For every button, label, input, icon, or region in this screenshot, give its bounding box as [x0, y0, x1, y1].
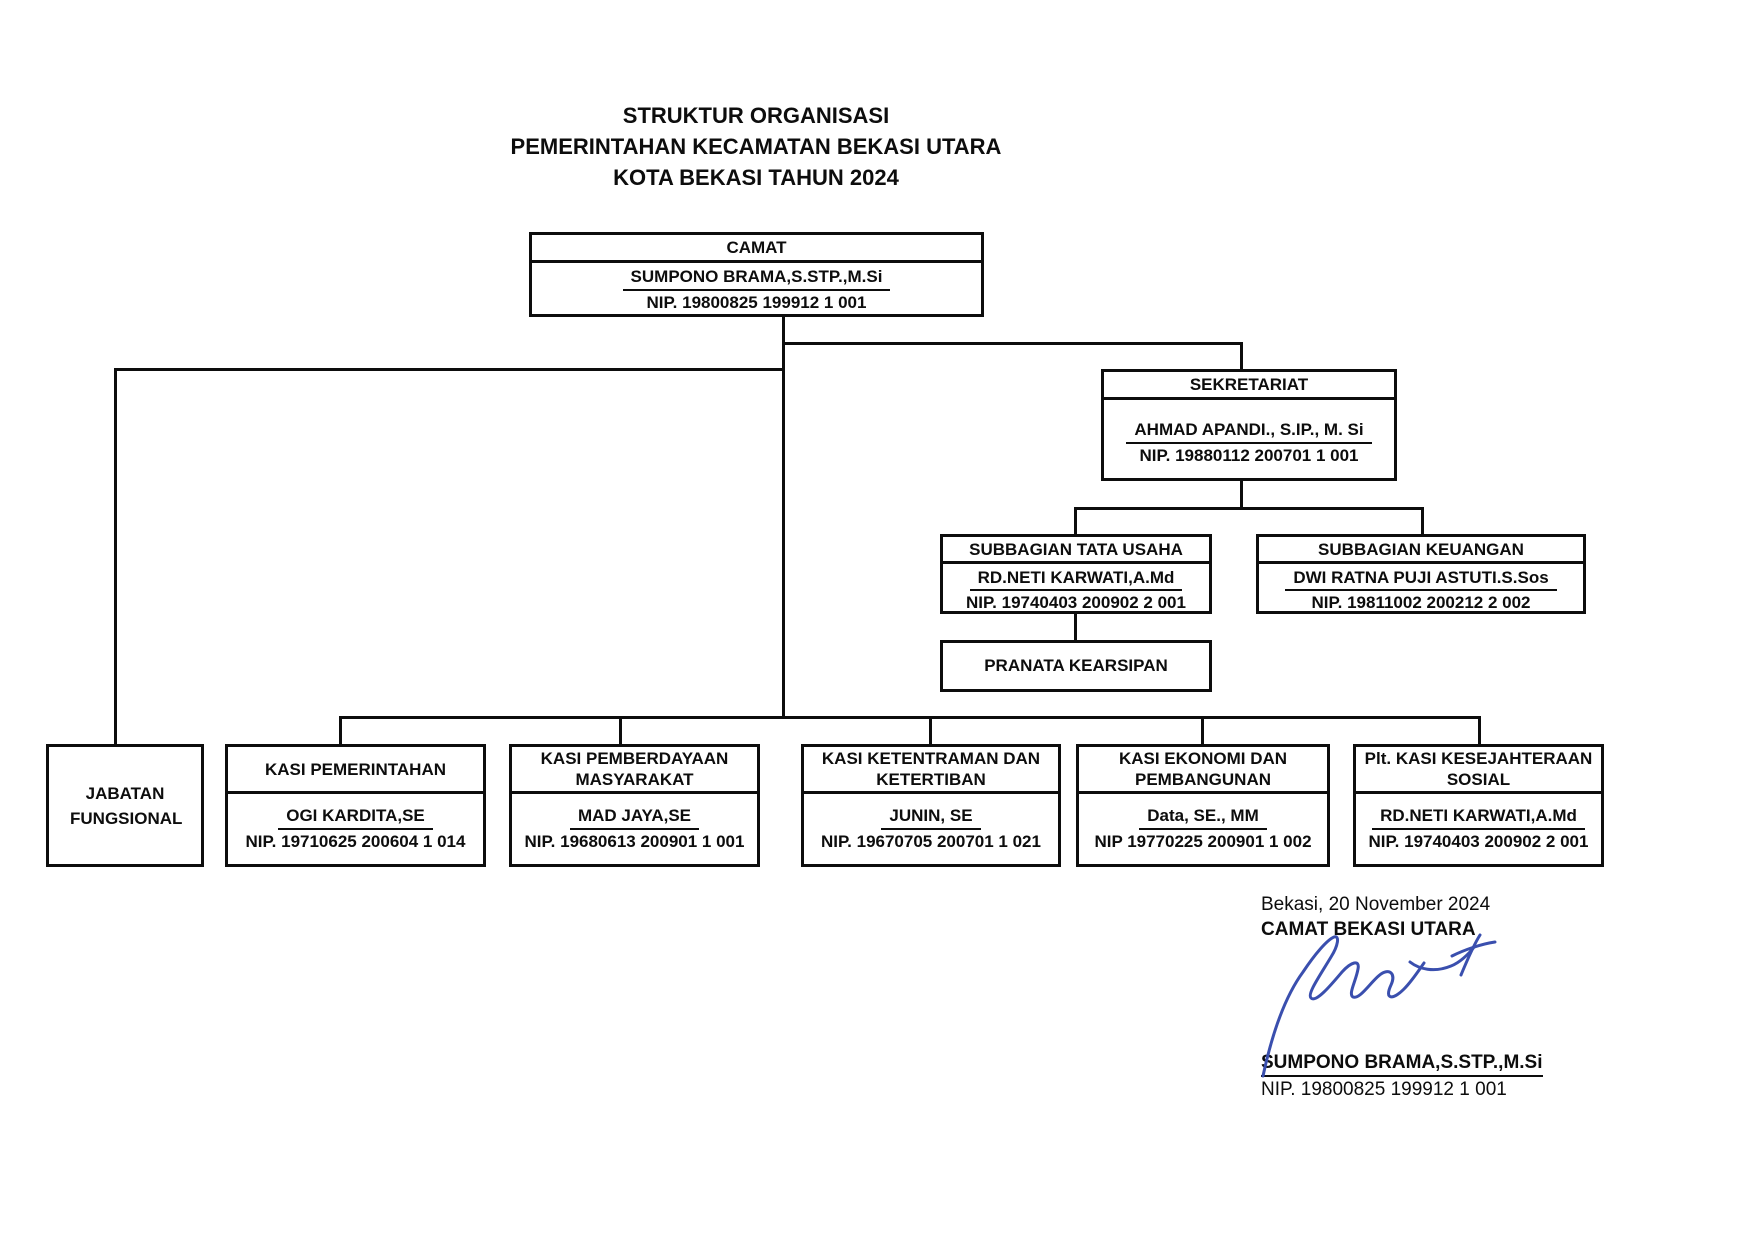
org-node-subbag-tata-usaha-name: RD.NETI KARWATI,A.Md [970, 566, 1183, 591]
org-node-sekretariat-title: SEKRETARIAT [1104, 372, 1394, 400]
org-node-kasi-kesejahteraan-nip: NIP. 19740403 200902 2 001 [1368, 832, 1589, 851]
org-node-kasi-pemberdayaan-name: MAD JAYA,SE [570, 804, 699, 830]
org-node-jabatan-fungsional [46, 744, 204, 867]
connector-drop-keuangan [1421, 507, 1424, 536]
connector-to-jabatan-vertical [114, 368, 117, 744]
org-node-kasi-ekonomi [1076, 744, 1330, 867]
org-node-kasi-kesejahteraan [1353, 744, 1604, 867]
connector-drop-kesejahteraan [1478, 716, 1481, 744]
org-node-kasi-pemberdayaan-nip: NIP. 19680613 200901 1 001 [524, 832, 745, 851]
org-node-kasi-ketentraman-nip: NIP. 19670705 200701 1 021 [821, 832, 1041, 851]
org-node-kasi-pemerintahan-nip: NIP. 19710625 200604 1 014 [245, 832, 466, 851]
org-node-jabatan-fungsional-title: JABATAN FUNGSIONAL [70, 783, 183, 828]
signature-name: SUMPONO BRAMA,S.STP.,M.Si [1261, 1050, 1543, 1077]
org-node-sekretariat [1101, 369, 1397, 481]
chart-title-line3: KOTA BEKASI TAHUN 2024 [613, 165, 899, 190]
org-node-subbag-tata-usaha-title: SUBBAGIAN TATA USAHA [943, 537, 1209, 564]
org-node-kasi-ketentraman-title: KASI KETENTRAMAN DAN KETERTIBAN [804, 747, 1058, 794]
org-node-kasi-pemberdayaan-title: KASI PEMBERDAYAAN MASYARAKAT [512, 747, 757, 794]
connector-to-sekretariat-horizontal [782, 342, 1243, 345]
connector-drop-ekonomi [1201, 716, 1204, 744]
org-node-subbag-keuangan-title: SUBBAGIAN KEUANGAN [1259, 537, 1583, 564]
connector-to-sekretariat-drop [1240, 342, 1243, 371]
signature-place-date: Bekasi, 20 November 2024 [1261, 894, 1491, 915]
org-node-pranata-kearsipan [940, 640, 1212, 692]
signature-role-title: CAMAT BEKASI UTARA [1261, 919, 1476, 940]
signature-scribble [1247, 930, 1537, 1080]
connector-kasi-rail [339, 716, 1481, 719]
org-node-kasi-pemerintahan-title: KASI PEMERINTAHAN [228, 747, 483, 794]
org-node-camat [529, 232, 984, 317]
connector-drop-pemberdayaan [619, 716, 622, 744]
chart-title-line2: PEMERINTAHAN KECAMATAN BEKASI UTARA [510, 134, 1002, 159]
org-node-kasi-ekonomi-name: Data, SE., MM [1139, 804, 1266, 830]
org-node-kasi-pemerintahan [225, 744, 486, 867]
org-node-kasi-pemberdayaan [509, 744, 760, 867]
connector-camat-vertical [782, 315, 785, 719]
chart-title-line1: STRUKTUR ORGANISASI [622, 103, 890, 128]
org-node-subbag-keuangan-name: DWI RATNA PUJI ASTUTI.S.Sos [1285, 566, 1556, 591]
org-node-kasi-ketentraman-name: JUNIN, SE [881, 804, 980, 830]
connector-to-jabatan-horizontal [114, 368, 784, 371]
org-node-subbag-tata-usaha [940, 534, 1212, 614]
org-node-kasi-ekonomi-title: KASI EKONOMI DAN PEMBANGUNAN [1079, 747, 1327, 794]
connector-sekretariat-down [1240, 479, 1243, 510]
connector-drop-ketentraman [929, 716, 932, 744]
connector-drop-tata-usaha [1074, 507, 1077, 536]
org-node-kasi-pemerintahan-name: OGI KARDITA,SE [278, 804, 433, 830]
org-node-subbag-tata-usaha-nip: NIP. 19740403 200902 2 001 [966, 593, 1186, 612]
org-node-camat-title: CAMAT [532, 235, 981, 263]
org-node-kasi-kesejahteraan-name: RD.NETI KARWATI,A.Md [1372, 804, 1585, 830]
org-node-sekretariat-name: AHMAD APANDI., S.IP., M. Si [1126, 418, 1371, 444]
connector-drop-pranata [1074, 613, 1077, 640]
chart-title [300, 100, 1212, 193]
org-node-camat-nip: NIP. 19800825 199912 1 001 [646, 293, 867, 312]
org-node-kasi-kesejahteraan-title: Plt. KASI KESEJAHTERAAN SOSIAL [1356, 747, 1601, 794]
org-node-sekretariat-nip: NIP. 19880112 200701 1 001 [1139, 446, 1359, 465]
signature-nip: NIP. 19800825 199912 1 001 [1261, 1079, 1507, 1100]
org-node-kasi-ekonomi-nip: NIP 19770225 200901 1 002 [1094, 832, 1312, 851]
org-node-kasi-ketentraman [801, 744, 1061, 867]
connector-subbagian-horizontal [1074, 507, 1424, 510]
org-node-subbag-keuangan-nip: NIP. 19811002 200212 2 002 [1311, 593, 1531, 612]
connector-drop-pemerintahan [339, 716, 342, 744]
org-node-pranata-kearsipan-title: PRANATA KEARSIPAN [984, 656, 1168, 675]
org-node-camat-name: SUMPONO BRAMA,S.STP.,M.Si [623, 265, 891, 291]
org-node-subbag-keuangan [1256, 534, 1586, 614]
signature-block [1261, 892, 1681, 1102]
